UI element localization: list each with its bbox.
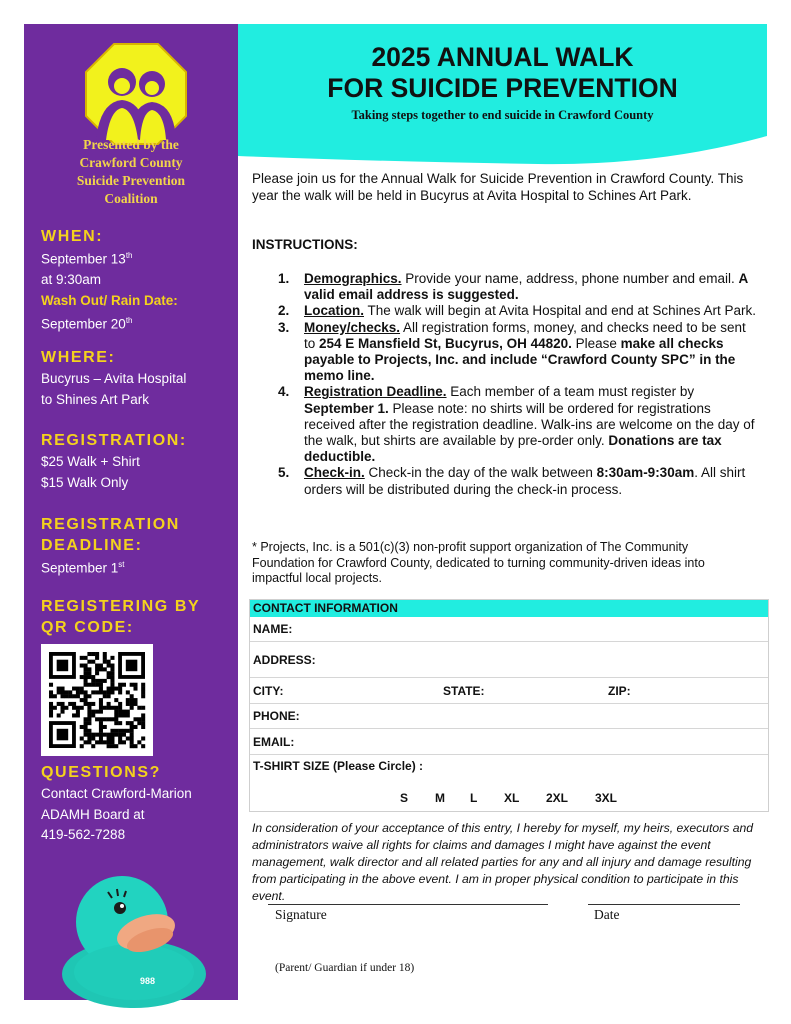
date-line[interactable] bbox=[588, 904, 740, 905]
size-option-xl[interactable]: XL bbox=[504, 791, 520, 805]
presented-line: Presented by the bbox=[83, 137, 179, 152]
step-text: Each member of a team must register by bbox=[446, 384, 695, 400]
qr-heading-line: REGISTERING BY bbox=[41, 598, 201, 615]
step-bold: September 1. bbox=[304, 400, 389, 416]
when-date-suffix: th bbox=[125, 251, 133, 260]
presented-line: Coalition bbox=[104, 191, 158, 206]
step-number: 2. bbox=[278, 303, 290, 319]
size-option-2xl[interactable]: 2XL bbox=[546, 791, 569, 805]
contact-form bbox=[249, 599, 769, 812]
page-title-line2: FOR SUICIDE PREVENTION bbox=[327, 73, 678, 103]
qr-heading bbox=[41, 596, 200, 638]
zip-field[interactable]: ZIP: bbox=[608, 683, 631, 698]
city-state-zip-row bbox=[250, 677, 768, 703]
presented-line: Crawford County bbox=[79, 155, 183, 170]
price-line: $15 Walk Only bbox=[41, 474, 129, 490]
step-text: . All shirt orders will be distributed during the check-in process. bbox=[304, 465, 746, 497]
rubber-duck-icon bbox=[54, 862, 214, 1010]
where-text bbox=[41, 369, 186, 410]
qr-heading-line: QR CODE: bbox=[41, 619, 134, 636]
list-item bbox=[278, 303, 758, 319]
instructions-list bbox=[278, 271, 758, 498]
step-title: Registration Deadline. bbox=[304, 384, 447, 400]
rain-date: September 20 bbox=[41, 316, 126, 332]
size-option-l[interactable]: L bbox=[470, 791, 478, 805]
rain-date-suffix: th bbox=[125, 316, 133, 325]
step-number: 5. bbox=[278, 465, 290, 481]
nonprofit-note: * Projects, Inc. is a 501(c)(3) non-profit support organization of The Community Foundation for Crawford County, dedicated to turning community-driven ideas into impactful local projects. bbox=[252, 540, 705, 585]
signature-label: Signature bbox=[275, 907, 327, 922]
address-label: ADDRESS: bbox=[253, 652, 316, 667]
name-label: NAME: bbox=[253, 622, 293, 636]
registration-text bbox=[41, 452, 140, 493]
step-text: All registration forms, money, and checks need to be sent to bbox=[304, 319, 746, 351]
header-banner bbox=[238, 24, 767, 172]
step-bold: 8:30am-9:30am bbox=[596, 465, 695, 481]
step-title: Money/checks. bbox=[304, 319, 401, 335]
deadline-heading-line: DEADLINE: bbox=[41, 537, 143, 554]
size-option-m[interactable]: M bbox=[435, 791, 445, 805]
qr-code-icon[interactable] bbox=[41, 644, 153, 756]
page-subtitle: Taking steps together to end suicide in Crawford County bbox=[351, 108, 654, 122]
deadline-heading bbox=[41, 514, 180, 556]
size-option-s[interactable]: S bbox=[400, 791, 409, 805]
questions-phone: 419-562-7288 bbox=[41, 827, 126, 842]
step-title: Location. bbox=[304, 303, 364, 319]
sidebar bbox=[24, 24, 238, 1000]
list-item bbox=[278, 465, 758, 497]
questions-heading: QUESTIONS? bbox=[41, 764, 162, 781]
step-bold: Donations are tax deductible. bbox=[304, 433, 722, 465]
date-label: Date bbox=[594, 907, 620, 922]
deadline-text bbox=[41, 555, 125, 579]
step-bold: make all checks payable to Projects, Inc. and include “Crawford County SPC” in the memo line. bbox=[304, 335, 736, 384]
deadline-heading-line: REGISTRATION bbox=[41, 516, 180, 533]
list-item bbox=[278, 271, 758, 303]
where-heading: WHERE: bbox=[41, 349, 116, 366]
when-text bbox=[41, 246, 178, 335]
rain-date-label: Wash Out/ Rain Date: bbox=[41, 292, 178, 308]
state-field[interactable]: STATE: bbox=[443, 683, 485, 698]
when-date: September 13 bbox=[41, 251, 126, 267]
tshirt-label: T-SHIRT SIZE (Please Circle) : bbox=[253, 759, 424, 773]
city-field[interactable]: CITY: bbox=[253, 683, 284, 698]
registration-heading: REGISTRATION: bbox=[41, 432, 187, 449]
presented-by bbox=[40, 136, 222, 208]
where-line: to Shines Art Park bbox=[41, 391, 150, 407]
questions-line: Contact Crawford-Marion bbox=[41, 786, 192, 801]
intro-paragraph: Please join us for the Annual Walk for Suicide Prevention in Crawford County. This year the walk will be held in Bucyrus at Avita Hospital to Schines Art Park. bbox=[252, 171, 744, 203]
questions-line: ADAMH Board at bbox=[41, 806, 145, 822]
when-heading: WHEN: bbox=[41, 228, 104, 245]
step-text: Please bbox=[571, 335, 621, 351]
questions-text bbox=[41, 784, 192, 846]
step-text: Check-in the day of the walk between bbox=[364, 465, 597, 481]
duck-label: 988 bbox=[140, 976, 156, 986]
list-item bbox=[278, 320, 758, 385]
parent-guardian-note: (Parent/ Guardian if under 18) bbox=[275, 962, 415, 974]
where-line: Bucyrus – Avita Hospital bbox=[41, 371, 187, 386]
instructions-heading: INSTRUCTIONS: bbox=[252, 237, 358, 252]
tshirt-size-row bbox=[250, 754, 768, 811]
step-text: The walk will begin at Avita Hospital and end at Schines Art Park. bbox=[364, 303, 756, 319]
list-item bbox=[278, 384, 758, 465]
signature-line[interactable] bbox=[268, 904, 548, 905]
deadline-date-suffix: st bbox=[118, 560, 125, 569]
page-title: 2025 ANNUAL WALK bbox=[371, 42, 634, 72]
step-bold: A valid email address is suggested. bbox=[304, 271, 748, 303]
step-number: 1. bbox=[278, 271, 290, 286]
waiver-text: In consideration of your acceptance of this entry, I hereby for myself, my heirs, executors and administrators waive all rights for claims and damages I might have against the event management, walk director and all related parties for any and all injury and damage resulting from participating in the above event. I am in proper physical condition to participate in this event. bbox=[252, 821, 754, 903]
step-text: Provide your name, address, phone number and email. bbox=[401, 271, 739, 286]
contact-form-heading: CONTACT INFORMATION bbox=[250, 600, 768, 617]
when-time: at 9:30am bbox=[41, 272, 102, 287]
step-title: Check-in. bbox=[304, 465, 365, 481]
step-text: Please note: no shirts will be ordered for registrations received after the registration deadline. Walk-ins are welcome on the day of the walk, but shirts are available by pre-order only. bbox=[304, 400, 755, 449]
email-label: EMAIL: bbox=[253, 734, 295, 749]
address-field[interactable] bbox=[250, 641, 768, 677]
step-number: 4. bbox=[278, 384, 290, 400]
email-field[interactable] bbox=[250, 728, 768, 754]
size-option-3xl[interactable]: 3XL bbox=[595, 791, 618, 805]
name-field[interactable] bbox=[250, 617, 768, 641]
step-title: Demographics. bbox=[304, 271, 402, 286]
price-line: $25 Walk + Shirt bbox=[41, 454, 140, 469]
coalition-logo-icon bbox=[84, 42, 188, 146]
step-number: 3. bbox=[278, 319, 290, 335]
phone-label: PHONE: bbox=[253, 709, 300, 723]
step-bold: 254 E Mansfield St, Bucyrus, OH 44820. bbox=[319, 335, 572, 351]
presented-line: Suicide Prevention bbox=[76, 173, 186, 188]
deadline-date: September 1 bbox=[41, 560, 119, 576]
phone-field[interactable] bbox=[250, 703, 768, 728]
